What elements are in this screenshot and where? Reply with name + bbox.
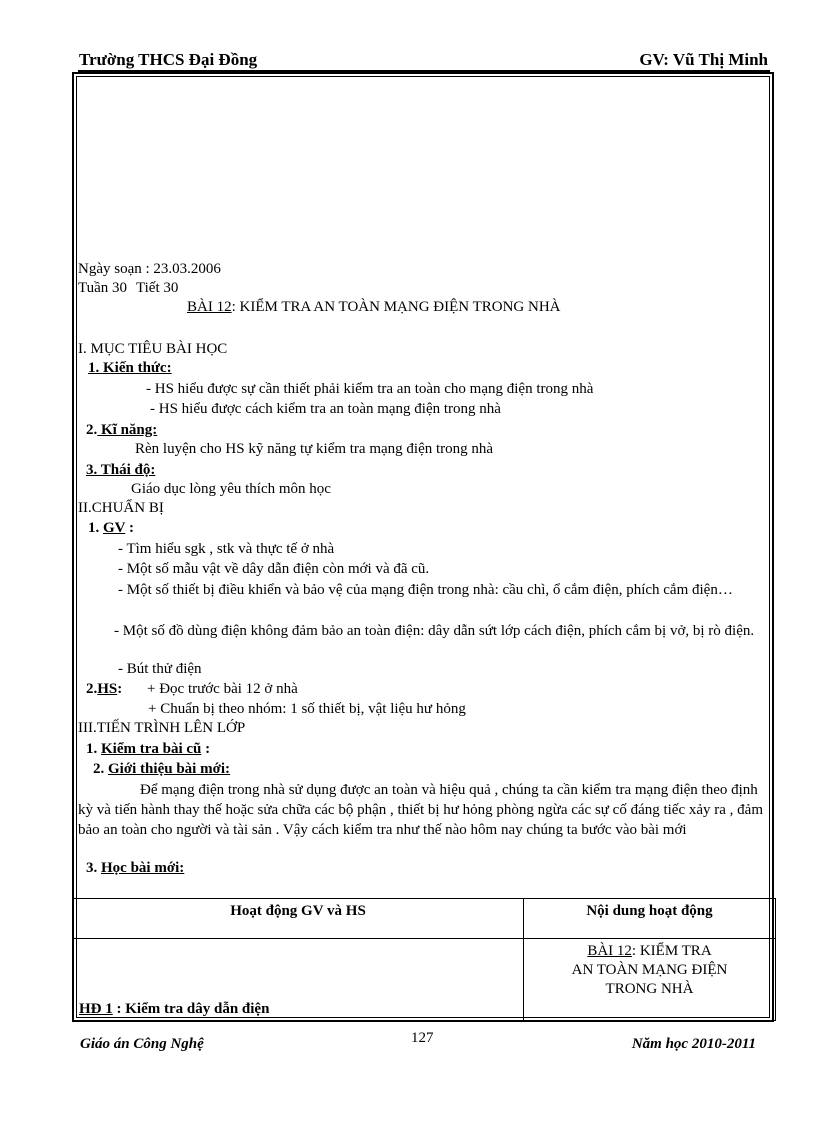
- hs-title: HS: [97, 681, 118, 697]
- intro-num: 2.: [93, 761, 108, 777]
- skills-title: Kĩ năng:: [97, 422, 158, 438]
- school-name: Trường THCS Đại Đồng: [79, 50, 258, 69]
- activity-table: [72, 898, 776, 1021]
- attitude-label: 3. Thái độ:: [86, 462, 156, 478]
- content-line1: : KIỂM TRA: [631, 943, 712, 959]
- intro-label: [93, 761, 230, 778]
- hd1-cell: [73, 939, 524, 1021]
- footer-year: Năm học 2010-2011: [631, 1036, 756, 1052]
- table-header-row: [73, 899, 776, 939]
- gv-num: 1.: [88, 520, 103, 536]
- section-2-heading: II.CHUẨN BỊ: [78, 500, 164, 516]
- hs-colon: :: [117, 681, 123, 697]
- lesson-name: : KIỂM TRA AN TOÀN MẠNG ĐIỆN TRONG NHÀ: [231, 299, 561, 315]
- period-label: Tiết 30: [136, 280, 179, 296]
- skills-text: Rèn luyện cho HS kỹ năng tự kiểm tra mạng điện trong nhà: [135, 441, 494, 457]
- hs-num: 2.: [86, 681, 98, 697]
- table-row: [73, 939, 776, 1021]
- new-lesson-label: [86, 860, 184, 877]
- review-title: Kiểm tra bài cũ: [101, 741, 202, 757]
- gv-item: - Một số mẫu vật về dây dẫn điện còn mới và đã cũ.: [118, 561, 430, 577]
- footer-subject: Giáo án Công Nghệ: [80, 1036, 204, 1052]
- new-lesson-num: 3.: [86, 860, 101, 876]
- gv-item: - Một số đồ dùng điện không đảm bảo an toàn điện: dây dẫn sứt lớp cách điện, phích cắm bị vở, bị rò điện.: [114, 623, 755, 639]
- new-lesson-title: Học bài mới:: [101, 860, 185, 876]
- section-1-heading: I. MỤC TIÊU BÀI HỌC: [78, 341, 228, 357]
- review-num: 1.: [86, 741, 101, 757]
- knowledge-item: - HS hiểu được cách kiểm tra an toàn mạng điện trong nhà: [150, 401, 501, 417]
- knowledge-label: 1. Kiến thức:: [88, 360, 172, 376]
- gv-item: - Một số thiết bị điều khiển và bảo vệ của mạng điện trong nhà: cầu chì, ổ cắm điện, phích cắm điện…: [118, 582, 733, 598]
- hs-item: + Đọc trước bài 12 ở nhà: [147, 681, 298, 697]
- teacher-name: GV: Vũ Thị Minh: [639, 50, 768, 69]
- skills-label: [86, 422, 157, 439]
- intro-paragraph: Để mạng điện trong nhà sử dụng được an toàn và hiệu quả , chúng ta cần kiểm tra mạng điện theo định kỳ và tiến hành thay thế hoặc sửa chữa các bộ phận , thiết bị hư hỏng phòng ngừa các sự cố đáng tiếc xảy ra , đảm bảo an toàn cho người và tài sản . Vậy cách kiểm tra như thế nào hôm nay chúng ta bước vào bài mới: [78, 782, 764, 838]
- hs-label: [86, 681, 122, 698]
- lesson-code: BÀI 12: [187, 299, 232, 315]
- review-label: [86, 741, 210, 758]
- gv-label: [88, 520, 134, 537]
- attitude-text: Giáo dục lòng yêu thích môn học: [131, 481, 331, 497]
- skills-num: 2.: [86, 422, 98, 438]
- review-colon: :: [201, 741, 211, 757]
- content-code: BÀI 12: [587, 943, 632, 959]
- content-line3: TRONG NHÀ: [605, 981, 694, 997]
- content-line: [524, 942, 775, 961]
- col1-header: Hoạt động GV và HS: [73, 899, 524, 939]
- gv-item: - Tìm hiểu sgk , stk và thực tế ở nhà: [118, 541, 335, 557]
- date-line: Ngày soạn : 23.03.2006: [78, 261, 221, 277]
- content-cell: [524, 939, 776, 1021]
- content-line2: AN TOÀN MẠNG ĐIỆN: [571, 962, 728, 978]
- gv-item: - Bút thử điện: [118, 661, 202, 677]
- gv-title: GV: [103, 520, 126, 536]
- hs-item: + Chuẩn bị theo nhóm: 1 số thiết bị, vật liệu hư hỏng: [148, 701, 466, 717]
- hd1-label: HĐ 1: [79, 1001, 113, 1017]
- col2-header: Nội dung hoạt động: [524, 899, 776, 939]
- hd1-text: : Kiểm tra dây dẫn điện: [112, 1001, 270, 1017]
- intro-title: Giới thiệu bài mới:: [108, 761, 231, 777]
- page-number: 127: [411, 1030, 434, 1046]
- gv-colon: :: [125, 520, 134, 536]
- lesson-title: [187, 299, 561, 316]
- section-3-heading: III.TIẾN TRÌNH LÊN LỚP: [78, 720, 246, 736]
- week-label: Tuần 30: [78, 280, 128, 296]
- knowledge-item: - HS hiểu được sự cần thiết phải kiểm tra an toàn cho mạng điện trong nhà: [146, 381, 594, 397]
